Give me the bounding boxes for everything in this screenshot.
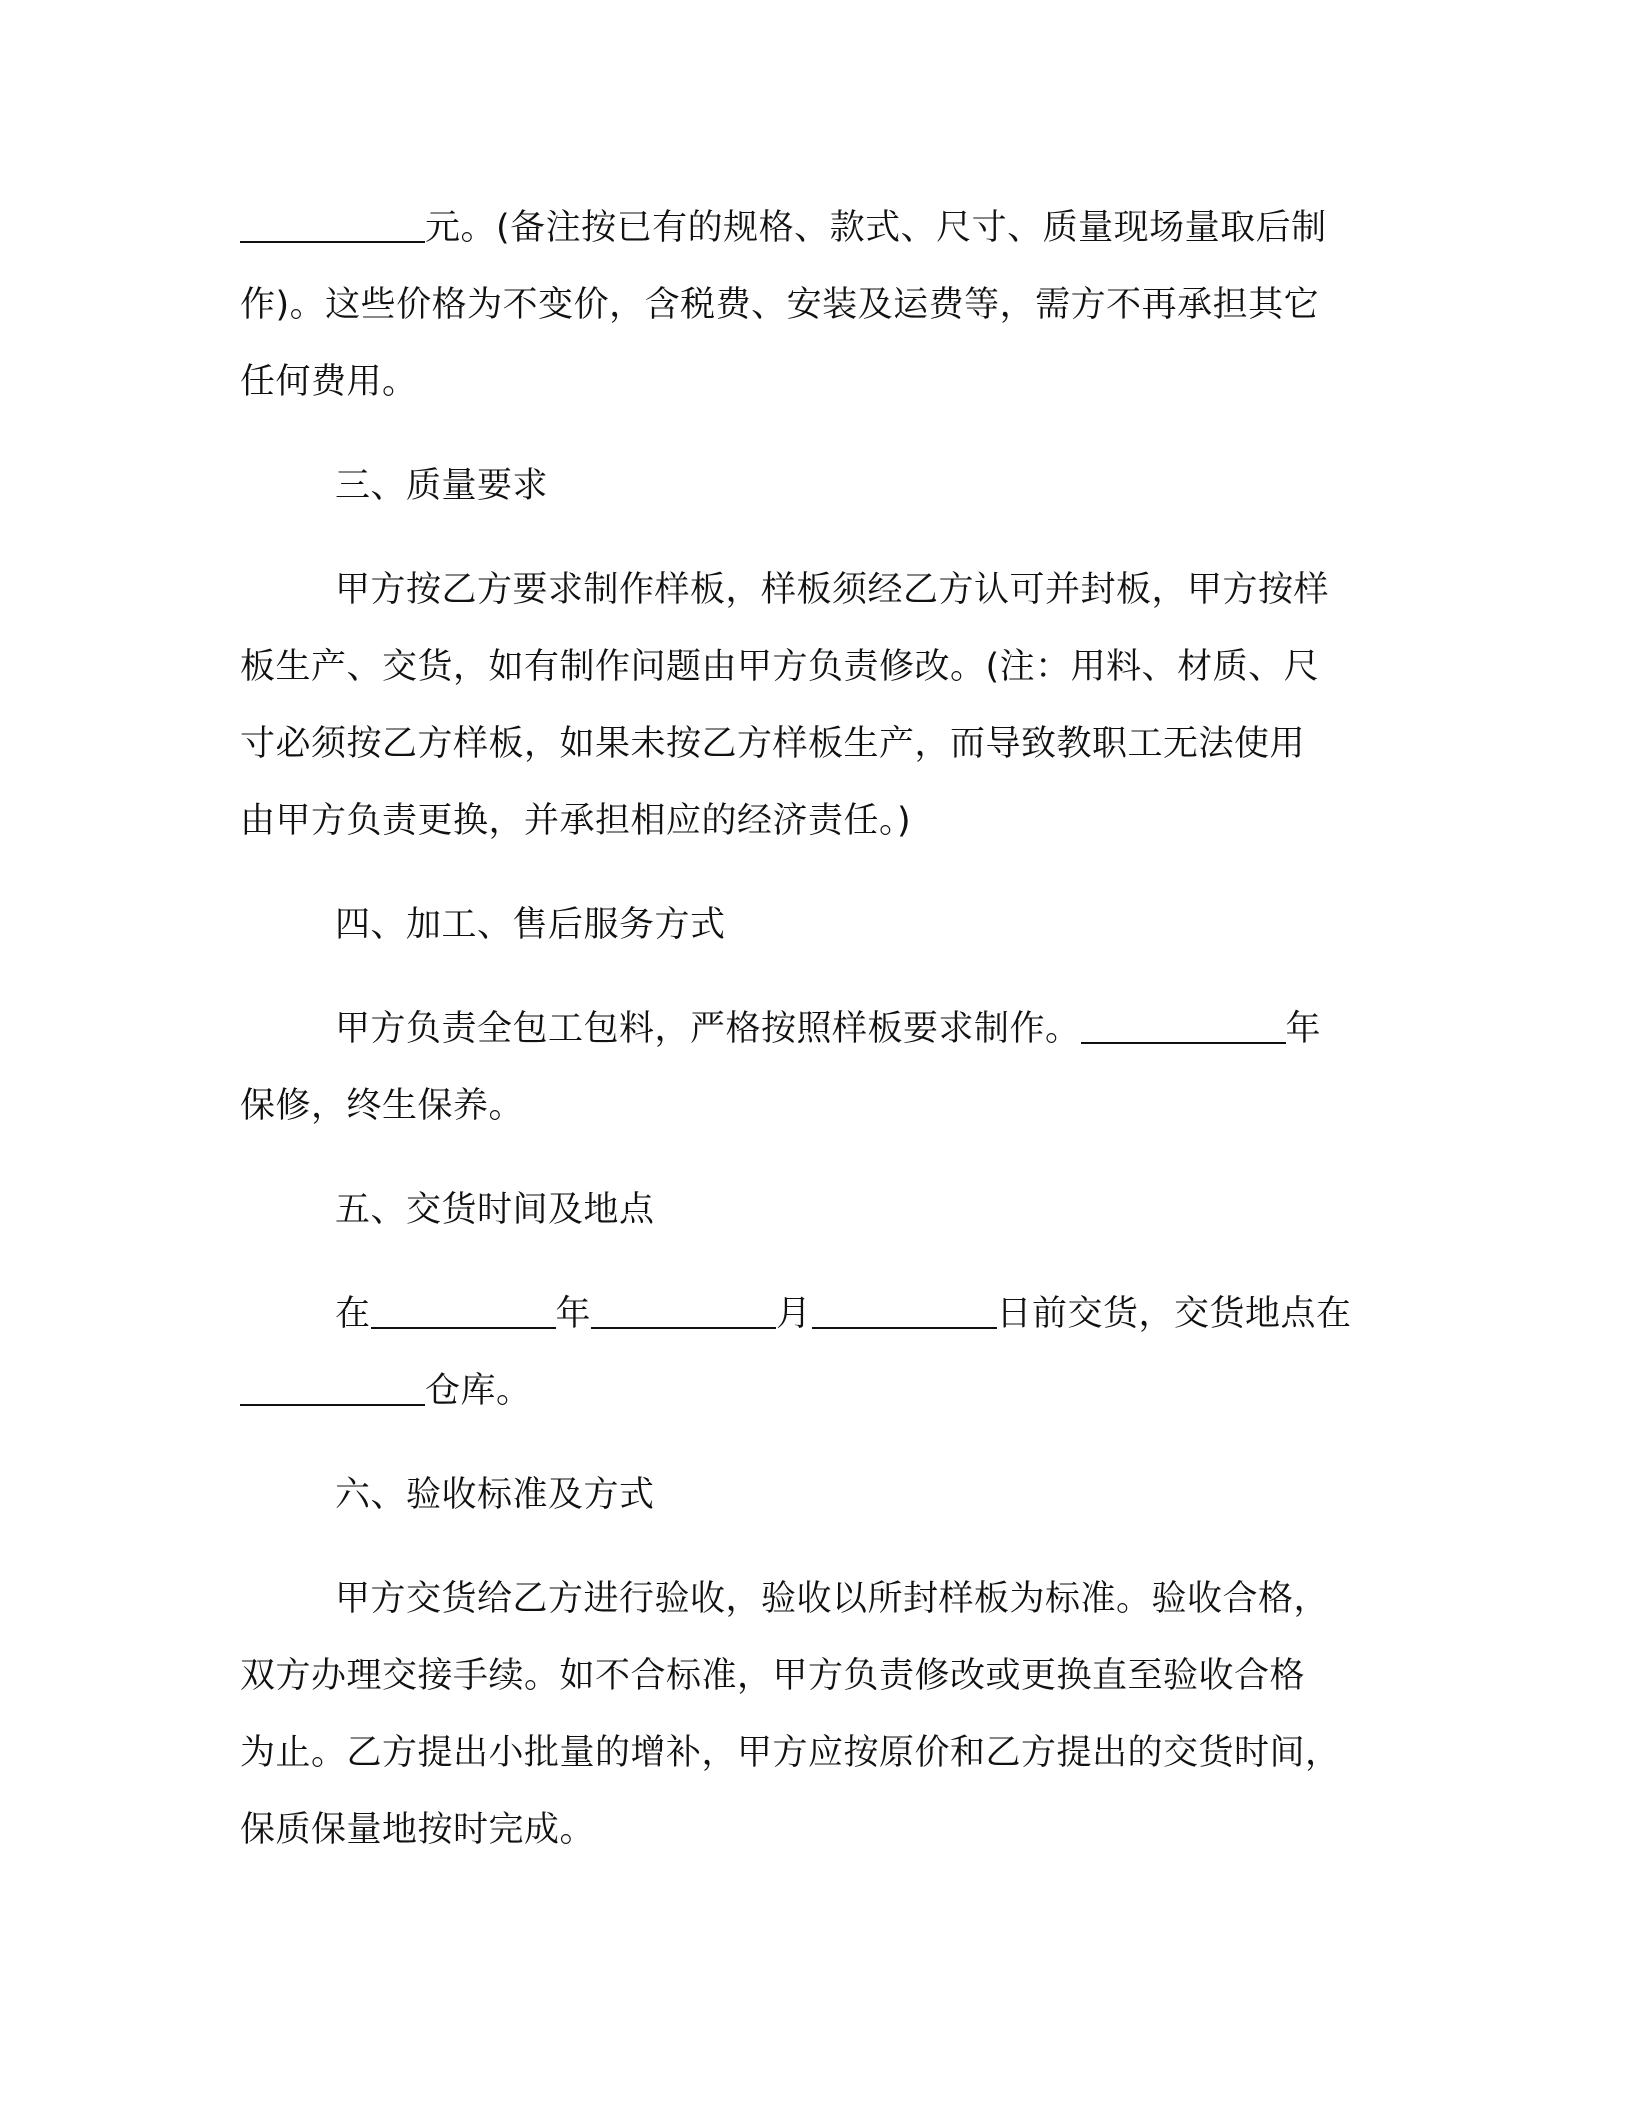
paragraph-line: 为止。乙方提出小批量的增补，甲方应按原价和乙方提出的交货时间， bbox=[240, 1733, 1341, 1773]
paragraph-line: 寸必须按乙方样板，如果未按乙方样板生产，而导致教职工无法使用 bbox=[240, 724, 1306, 764]
fill-in-blank[interactable] bbox=[1081, 1012, 1286, 1044]
paragraph-line: 在 年 月 日前交货，交货地点在 bbox=[335, 1294, 1352, 1334]
section-heading-delivery: 五、交货时间及地点 bbox=[335, 1190, 655, 1230]
fill-in-blank[interactable] bbox=[240, 211, 425, 243]
section-heading-acceptance: 六、验收标准及方式 bbox=[335, 1475, 655, 1515]
paragraph-line: 甲方交货给乙方进行验收，验收以所封样板为标准。验收合格， bbox=[335, 1579, 1330, 1619]
paragraph-line: 任何费用。 bbox=[240, 362, 418, 402]
paragraph-line: 板生产、交货，如有制作问题由甲方负责修改。(注：用料、材质、尺 bbox=[240, 647, 1320, 687]
paragraph-line: 甲方按乙方要求制作样板，样板须经乙方认可并封板，甲方按样 bbox=[335, 570, 1330, 610]
document-body bbox=[240, 190, 1400, 1869]
fill-in-blank-location[interactable] bbox=[240, 1374, 425, 1406]
paragraph-line: 双方办理交接手续。如不合标准，甲方负责修改或更换直至验收合格 bbox=[240, 1656, 1306, 1696]
paragraph-line: 保质保量地按时完成。 bbox=[240, 1810, 596, 1850]
paragraph-line: 元。(备注按已有的规格、款式、尺寸、质量现场量取后制 bbox=[240, 190, 1400, 267]
fill-in-blank-day[interactable] bbox=[812, 1297, 997, 1329]
paragraph-line: 甲方负责全包工包料，严格按照样板要求制作。 年 bbox=[335, 1009, 1322, 1049]
paragraph-line: 仓库。 bbox=[240, 1353, 1400, 1430]
section-heading-service: 四、加工、售后服务方式 bbox=[335, 905, 726, 945]
paragraph-line: 由甲方负责更换，并承担相应的经济责任。) bbox=[240, 801, 912, 841]
fill-in-blank-year[interactable] bbox=[371, 1297, 556, 1329]
paragraph-line: 作)。这些价格为不变价，含税费、安装及运费等，需方不再承担其它 bbox=[240, 285, 1320, 325]
paragraph-line: 保修，终生保养。 bbox=[240, 1086, 525, 1126]
section-heading-quality: 三、质量要求 bbox=[335, 466, 549, 506]
fill-in-blank-month[interactable] bbox=[591, 1297, 776, 1329]
